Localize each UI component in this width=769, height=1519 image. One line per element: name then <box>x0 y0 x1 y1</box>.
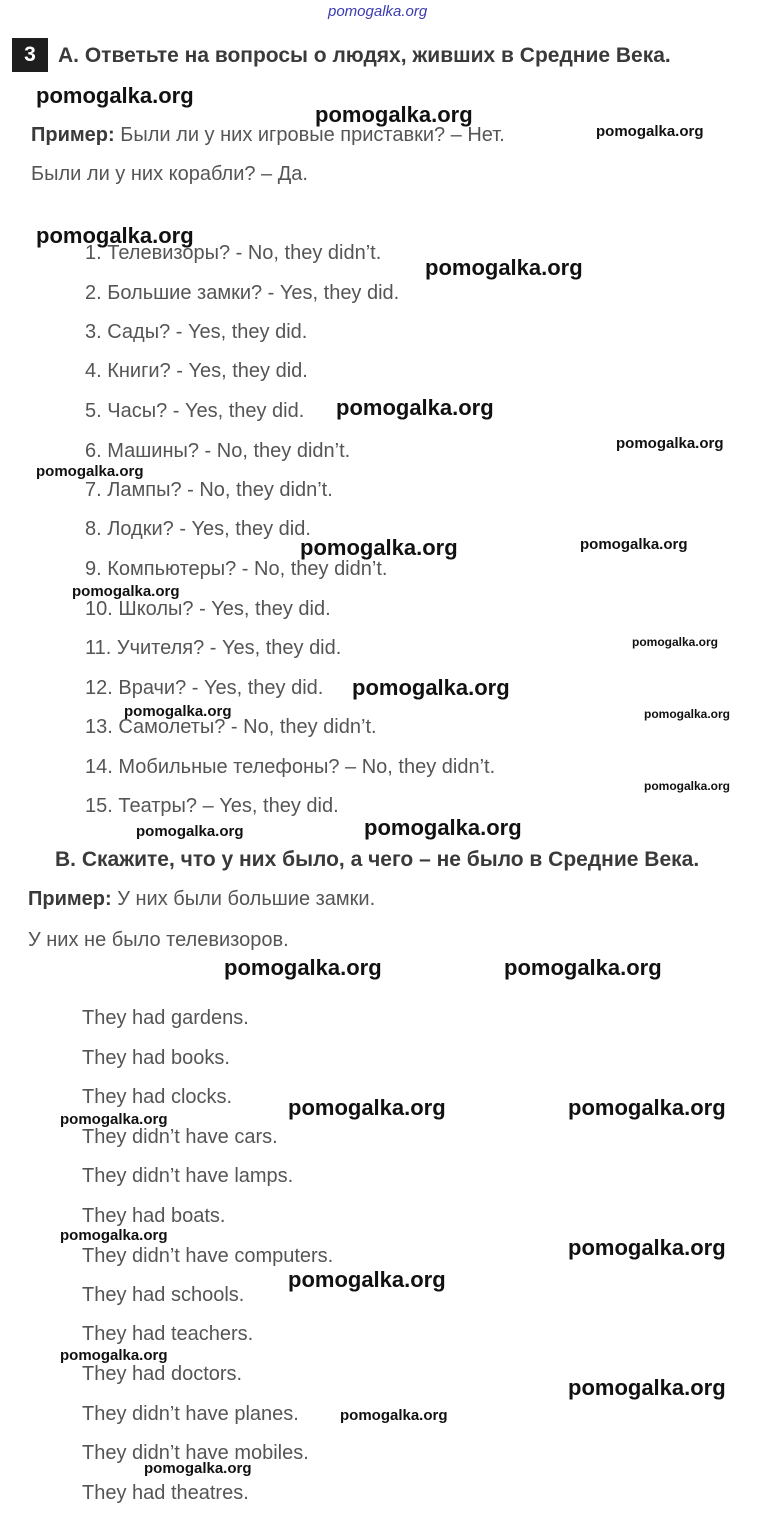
answer-a-10: 10. Школы? - Yes, they did. <box>85 598 331 620</box>
part-a-example-line2: Были ли у них корабли? – Да. <box>31 163 308 185</box>
part-b-example-text: У них были большие замки. <box>117 888 376 910</box>
watermark: pomogalka.org <box>288 1267 446 1292</box>
answer-a-13: 13. Самолеты? - No, they didn’t. <box>85 716 377 738</box>
part-b-example-line2: У них не было телевизоров. <box>28 929 289 951</box>
answer-a-1: 1. Телевизоры? - No, they didn’t. <box>85 242 382 264</box>
watermark: pomogalka.org <box>144 1460 252 1477</box>
watermark: pomogalka.org <box>60 1227 168 1244</box>
answer-a-4: 4. Книги? - Yes, they did. <box>85 360 308 382</box>
watermark: pomogalka.org <box>288 1095 446 1120</box>
watermark: pomogalka.org <box>300 535 458 560</box>
answer-a-6: 6. Машины? - No, they didn’t. <box>85 440 351 462</box>
watermark-top: pomogalka.org <box>328 3 428 20</box>
part-a-example-label: Пример: <box>31 124 115 146</box>
watermark: pomogalka.org <box>425 255 583 280</box>
watermark: pomogalka.org <box>36 83 194 108</box>
watermark: pomogalka.org <box>364 815 522 840</box>
watermark: pomogalka.org <box>644 707 731 721</box>
answer-b-7: They didn’t have computers. <box>82 1245 334 1267</box>
watermark: pomogalka.org <box>340 1407 448 1424</box>
part-b-example-label: Пример: <box>28 888 112 910</box>
answer-b-2: They had books. <box>82 1047 230 1069</box>
answer-b-6: They had boats. <box>82 1205 226 1227</box>
watermark: pomogalka.org <box>315 102 473 127</box>
watermark: pomogalka.org <box>72 583 180 600</box>
answer-b-8: They had schools. <box>82 1284 245 1306</box>
answer-b-12: They didn’t have mobiles. <box>82 1442 309 1464</box>
watermark: pomogalka.org <box>568 1235 726 1260</box>
watermark: pomogalka.org <box>36 223 194 248</box>
answer-a-14: 14. Мобильные телефоны? – No, they didn’t. <box>85 756 496 778</box>
watermark: pomogalka.org <box>568 1375 726 1400</box>
watermark: pomogalka.org <box>632 635 719 649</box>
exercise-number-badge: 3 <box>12 38 48 72</box>
watermark: pomogalka.org <box>60 1111 168 1128</box>
answer-a-3: 3. Сады? - Yes, they did. <box>85 321 308 343</box>
watermark: pomogalka.org <box>224 955 382 980</box>
answer-a-9: 9. Компьютеры? - No, they didn’t. <box>85 558 388 580</box>
watermark: pomogalka.org <box>504 955 662 980</box>
watermark: pomogalka.org <box>352 675 510 700</box>
watermark: pomogalka.org <box>568 1095 726 1120</box>
answer-b-10: They had doctors. <box>82 1363 243 1385</box>
part-b-heading: B. Скажите, что у них было, а чего – не было в Средние Века. <box>55 848 700 871</box>
answer-b-1: They had gardens. <box>82 1007 249 1029</box>
watermark: pomogalka.org <box>616 435 724 452</box>
answer-a-8: 8. Лодки? - Yes, they did. <box>85 518 311 540</box>
watermark: pomogalka.org <box>36 463 144 480</box>
answer-b-9: They had teachers. <box>82 1323 254 1345</box>
answer-a-15: 15. Театры? – Yes, they did. <box>85 795 339 817</box>
answer-a-5: 5. Часы? - Yes, they did. <box>85 400 305 422</box>
watermark: pomogalka.org <box>580 536 688 553</box>
watermark: pomogalka.org <box>336 395 494 420</box>
answer-b-11: They didn’t have planes. <box>82 1403 299 1425</box>
answer-a-11: 11. Учителя? - Yes, they did. <box>85 637 342 659</box>
watermark: pomogalka.org <box>60 1347 168 1364</box>
watermark: pomogalka.org <box>124 703 232 720</box>
part-b-example-line1 <box>28 888 375 911</box>
answer-a-7: 7. Лампы? - No, they didn’t. <box>85 479 333 501</box>
watermark: pomogalka.org <box>136 823 244 840</box>
answer-a-2: 2. Большие замки? - Yes, they did. <box>85 282 400 304</box>
answer-b-13: They had theatres. <box>82 1482 249 1504</box>
watermark: pomogalka.org <box>596 123 704 140</box>
answer-b-3: They had clocks. <box>82 1086 233 1108</box>
part-a-heading: A. Ответьте на вопросы о людях, живших в Средние Века. <box>58 44 671 67</box>
answer-a-12: 12. Врачи? - Yes, they did. <box>85 677 324 699</box>
answer-b-4: They didn’t have cars. <box>82 1126 278 1148</box>
watermark: pomogalka.org <box>644 779 731 793</box>
answer-b-5: They didn’t have lamps. <box>82 1165 294 1187</box>
part-a-example-text: Были ли у них игровые приставки? – Нет. <box>120 124 505 146</box>
